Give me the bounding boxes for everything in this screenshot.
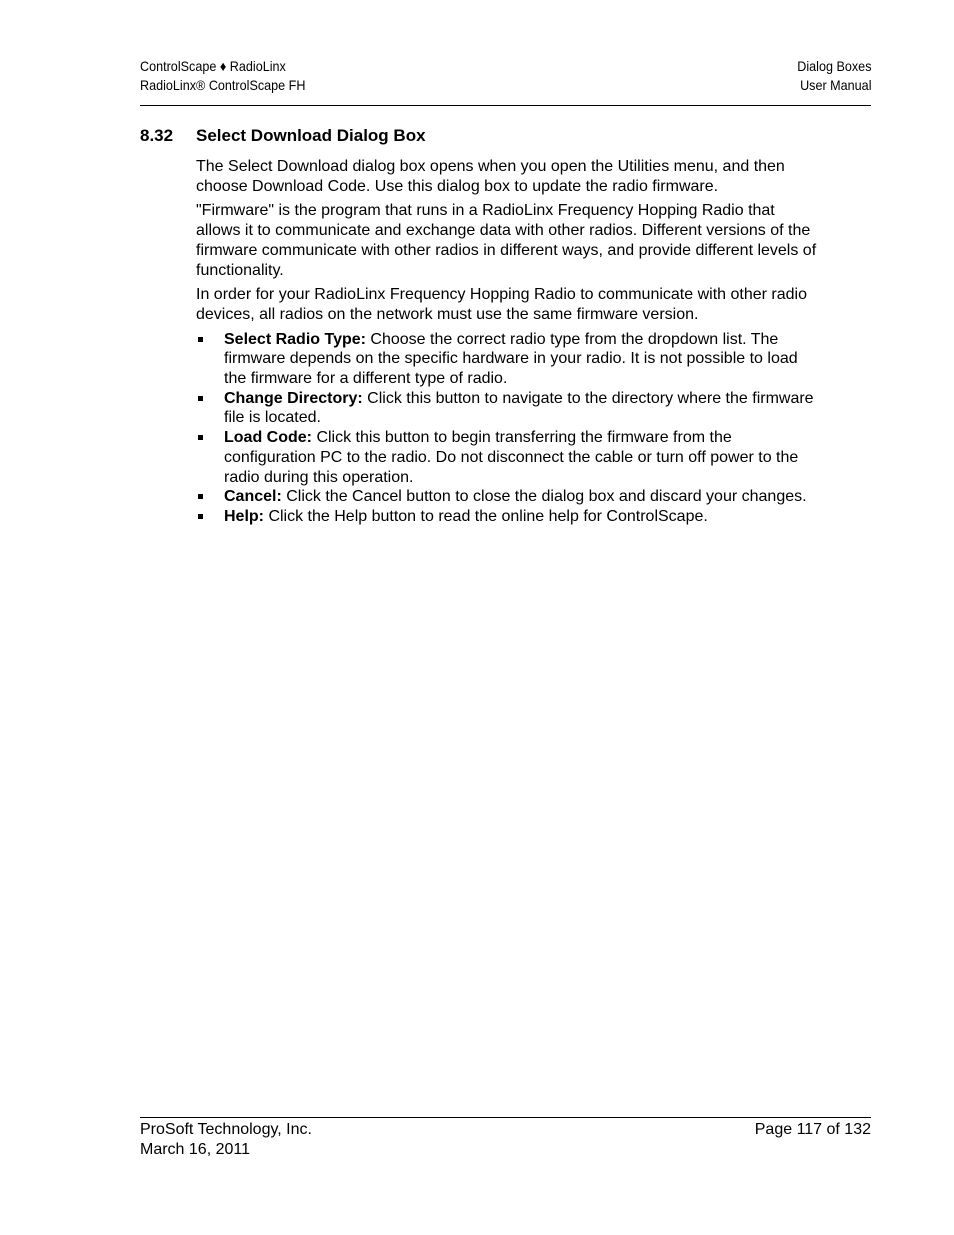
list-item-term: Help: bbox=[224, 507, 264, 525]
list-item-term: Cancel: bbox=[224, 488, 282, 506]
footer-date: March 16, 2011 bbox=[140, 1140, 250, 1158]
list-item-term: Change Directory: bbox=[224, 389, 363, 407]
list-item-term: Load Code: bbox=[224, 429, 312, 447]
list-item bbox=[196, 428, 821, 487]
square-bullet-icon bbox=[198, 514, 203, 519]
list-item bbox=[196, 507, 821, 527]
footer-company: ProSoft Technology, Inc. bbox=[140, 1121, 312, 1138]
list-item-text: Click this button to navigate to the directory where the firmware file is located. bbox=[224, 389, 814, 427]
list-item-text: Click the Cancel button to close the dialog box and discard your changes. bbox=[281, 488, 807, 506]
header-chapter: Dialog Boxes bbox=[796, 58, 871, 74]
section-heading bbox=[140, 126, 426, 146]
page-footer bbox=[140, 1117, 871, 1158]
header-manual: User Manual bbox=[799, 77, 871, 93]
square-bullet-icon bbox=[198, 396, 203, 401]
square-bullet-icon bbox=[198, 494, 203, 499]
list-item-text: Choose the correct radio type from the dropdown list. The firmware depends on the specific hardware in your radio. It is not possible to load the firmware for a different type of radio. bbox=[224, 330, 798, 388]
header-product-line: ControlScape ♦ RadioLinx bbox=[140, 58, 286, 74]
header-subproduct-line: RadioLinx® ControlScape FH bbox=[140, 77, 306, 93]
header-left bbox=[140, 57, 324, 95]
list-item-text: Click the Help button to read the online help for ControlScape. bbox=[264, 507, 708, 525]
paragraph: "Firmware" is the program that runs in a RadioLinx Frequency Hopping Radio that allows it to communicate and exchange data with other radios. Different versions of the firmware communicate with other radios in different ways, and provide different levels of functionality. bbox=[196, 202, 817, 279]
list-item bbox=[196, 330, 821, 389]
bullet-list bbox=[196, 330, 821, 527]
footer-page-number: Page 117 of 132 bbox=[754, 1121, 871, 1138]
paragraph: In order for your RadioLinx Frequency Hopping Radio to communicate with other radio devices, all radios on the network must use the same firmware version. bbox=[196, 286, 807, 323]
section-title: Select Download Dialog Box bbox=[196, 126, 426, 145]
list-item-text: Click this button to begin transferring the firmware from the configuration PC to the radio. Do not disconnect the cable or turn off power to the radio during this operation. bbox=[224, 429, 799, 486]
square-bullet-icon bbox=[198, 435, 203, 440]
list-item-term: Select Radio Type: bbox=[224, 330, 366, 348]
section-number: 8.32 bbox=[140, 126, 174, 145]
page-header bbox=[140, 57, 871, 106]
footer-left bbox=[140, 1120, 312, 1159]
list-item bbox=[196, 389, 821, 428]
paragraph: The Select Download dialog box opens when you open the Utilities menu, and then choose Download Code. Use this dialog box to update the radio firmware. bbox=[196, 158, 785, 195]
header-right bbox=[789, 57, 872, 95]
list-item bbox=[196, 487, 821, 507]
square-bullet-icon bbox=[198, 337, 203, 342]
section-body bbox=[196, 157, 821, 527]
